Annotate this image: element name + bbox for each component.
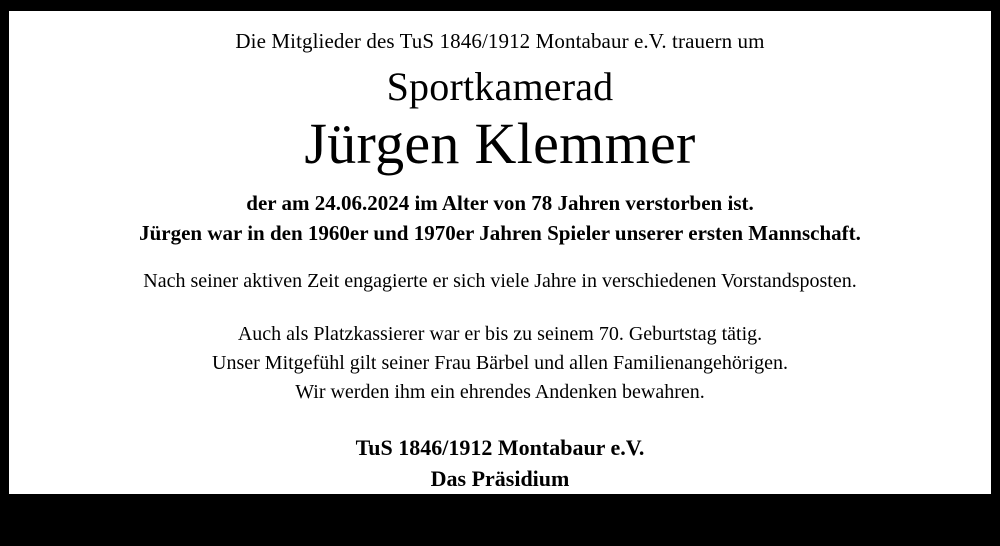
role-title: Sportkamerad <box>386 64 614 110</box>
place-label: Montabaur, <box>397 521 498 544</box>
death-details-line: der am 24.06.2024 im Alter von 78 Jahren verstorben ist. <box>246 190 754 215</box>
condolence-line-1: Auch als Platzkassierer war er bis zu seinem 70. Geburtstag tätig. <box>237 323 763 346</box>
paragraph-condolences <box>29 320 971 407</box>
board-signature: Das Präsidium <box>430 466 570 492</box>
paragraph-engagement: Nach seiner aktiven Zeit engagierte er sich viele Jahre in verschiedenen Vorstandsposten. <box>143 270 857 293</box>
deceased-name: Jürgen Klemmer <box>304 111 696 177</box>
place-and-date <box>29 520 971 546</box>
player-history-line: Jürgen war in den 1960er und 1970er Jahren Spieler unserer ersten Mannschaft. <box>139 221 861 246</box>
club-signature: TuS 1846/1912 Montabaur e.V. <box>355 435 645 461</box>
condolence-line-2: Unser Mitgefühl gilt seiner Frau Bärbel und allen Familienangehörigen. <box>212 352 788 375</box>
date-label: im Juli 2024 <box>497 521 603 544</box>
intro-line: Die Mitglieder des TuS 1846/1912 Montabaur e.V. trauern um <box>235 29 765 53</box>
condolence-line-3: Wir werden ihm ein ehrendes Andenken bewahren. <box>295 381 705 404</box>
